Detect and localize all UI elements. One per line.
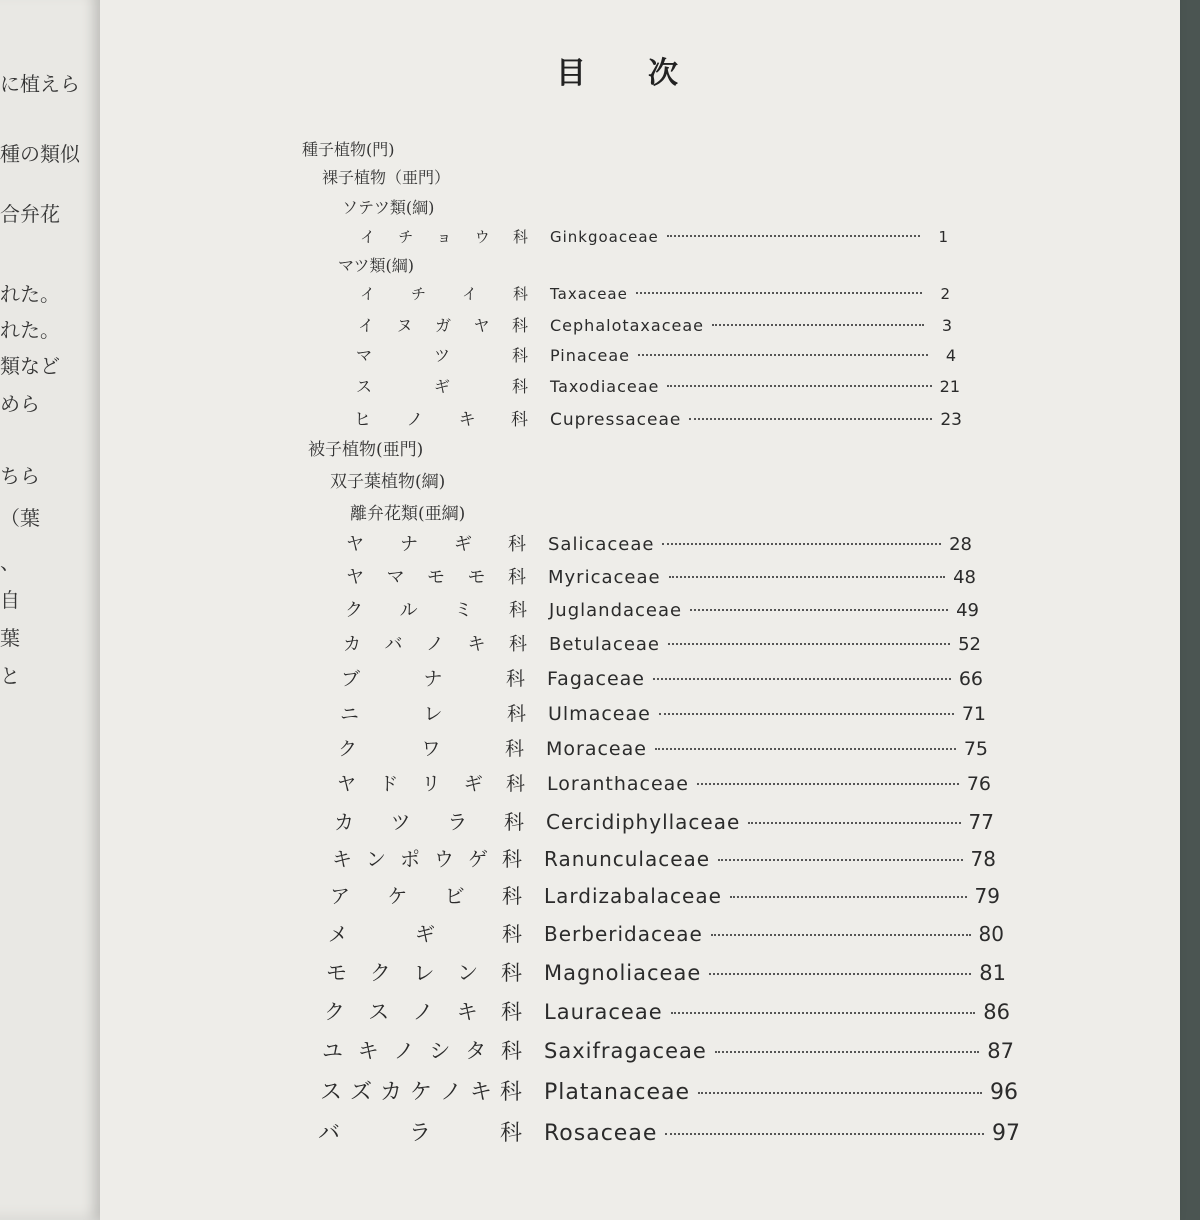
jp-char: 科 bbox=[502, 922, 522, 946]
left-text-line: 類など bbox=[0, 354, 60, 378]
jp-char: 科 bbox=[508, 534, 526, 555]
left-text-line: 葉 bbox=[0, 626, 20, 650]
dot-leader bbox=[712, 324, 924, 326]
toc-entry bbox=[345, 596, 979, 622]
page-number: 78 bbox=[970, 847, 996, 871]
jp-char: ン bbox=[366, 847, 386, 871]
dot-leader bbox=[730, 896, 967, 898]
toc-heading: 双子葉植物(綱) bbox=[330, 472, 446, 492]
dot-leader bbox=[715, 1051, 979, 1053]
jp-char: ラ bbox=[408, 1121, 431, 1146]
jp-char: ヌ bbox=[396, 316, 413, 335]
family-name-latin: Betulaceae bbox=[549, 634, 660, 655]
toc-entry bbox=[326, 957, 1006, 987]
family-name-jp bbox=[356, 374, 528, 397]
family-name-latin: Fagaceae bbox=[547, 668, 645, 690]
page-number: 2 bbox=[940, 285, 950, 303]
toc-entry bbox=[343, 630, 981, 656]
jp-char: レ bbox=[423, 703, 443, 725]
jp-char: ド bbox=[379, 773, 399, 795]
family-name-jp bbox=[356, 343, 528, 366]
jp-char: 科 bbox=[505, 773, 525, 795]
jp-char: 科 bbox=[501, 1000, 522, 1024]
left-text-line: 合弁花 bbox=[0, 202, 60, 226]
left-text-line: に植えら bbox=[0, 72, 80, 96]
jp-char: 科 bbox=[503, 810, 524, 834]
page-number: 87 bbox=[987, 1039, 1014, 1063]
jp-char: 科 bbox=[511, 346, 528, 365]
family-name-jp bbox=[337, 769, 525, 796]
jp-char: ウ bbox=[434, 847, 454, 871]
jp-char: ガ bbox=[434, 316, 451, 335]
left-text-line: 自 bbox=[0, 588, 20, 612]
page-number: 86 bbox=[983, 1000, 1010, 1024]
family-name-latin: Berberidaceae bbox=[544, 922, 703, 946]
toc-entry bbox=[341, 664, 983, 691]
toc-entry bbox=[346, 530, 972, 556]
dot-leader bbox=[667, 235, 920, 237]
jp-char: 科 bbox=[499, 1080, 522, 1105]
jp-char: キ bbox=[458, 410, 476, 430]
family-name-latin: Taxaceae bbox=[550, 285, 628, 303]
dot-leader bbox=[668, 643, 950, 645]
jp-char: モ bbox=[427, 567, 445, 588]
left-text-line: 、 bbox=[0, 550, 20, 574]
jp-char: 科 bbox=[500, 1039, 522, 1063]
jp-char: ツ bbox=[433, 346, 450, 365]
family-name-jp bbox=[338, 734, 524, 761]
jp-char: タ bbox=[465, 1039, 487, 1063]
family-name-jp bbox=[360, 226, 528, 247]
jp-char: ヒ bbox=[354, 410, 371, 430]
jp-char: レ bbox=[413, 961, 435, 985]
jp-char: ブ bbox=[341, 668, 361, 690]
page-number: 77 bbox=[968, 810, 994, 834]
jp-char: ギ bbox=[463, 773, 483, 795]
toc-entry bbox=[328, 918, 1004, 947]
family-name-latin: Juglandaceae bbox=[549, 600, 683, 621]
family-name-jp bbox=[326, 957, 522, 987]
family-name-latin: Rosaceae bbox=[544, 1121, 658, 1146]
jp-char: ゲ bbox=[468, 847, 488, 871]
jp-char: 科 bbox=[499, 1121, 522, 1146]
jp-char: キ bbox=[467, 634, 486, 655]
page-number: 49 bbox=[956, 600, 979, 621]
dot-leader bbox=[636, 292, 922, 294]
jp-char: ノ bbox=[393, 1039, 415, 1063]
jp-char: ア bbox=[330, 884, 350, 908]
jp-char: ク bbox=[338, 738, 358, 760]
jp-char: ウ bbox=[474, 228, 490, 246]
dot-leader bbox=[671, 1012, 976, 1014]
jp-char: イ bbox=[461, 285, 477, 303]
page-number: 80 bbox=[978, 922, 1004, 946]
jp-char: 科 bbox=[501, 961, 522, 985]
jp-char: メ bbox=[328, 922, 348, 946]
family-name-jp bbox=[324, 996, 522, 1026]
left-text-line: れた。 bbox=[0, 318, 60, 342]
family-name-jp bbox=[346, 563, 526, 589]
family-name-latin: Loranthaceae bbox=[547, 773, 689, 795]
family-name-latin: Salicaceae bbox=[548, 534, 655, 555]
family-name-latin: Ulmaceae bbox=[548, 703, 651, 725]
left-text-line: めら bbox=[0, 392, 40, 416]
jp-char: シ bbox=[429, 1039, 451, 1063]
dot-leader bbox=[690, 609, 948, 611]
toc-heading: 被子植物(亜門) bbox=[308, 440, 424, 460]
jp-char: 科 bbox=[511, 316, 528, 335]
dot-leader bbox=[667, 385, 931, 387]
jp-char: 科 bbox=[512, 228, 528, 246]
page-number: 81 bbox=[979, 961, 1006, 985]
toc-entry bbox=[360, 283, 950, 304]
jp-char: 科 bbox=[504, 738, 524, 760]
family-name-latin: Cephalotaxaceae bbox=[550, 316, 704, 335]
family-name-latin: Cupressaceae bbox=[550, 410, 682, 430]
toc-entry bbox=[320, 1075, 1018, 1106]
jp-char: チ bbox=[410, 285, 426, 303]
jp-char: ラ bbox=[447, 810, 468, 834]
dot-leader bbox=[669, 576, 946, 578]
page-number: 76 bbox=[966, 773, 991, 795]
family-name-latin: Moraceae bbox=[546, 738, 647, 760]
jp-char: ユ bbox=[322, 1039, 343, 1063]
toc-entry bbox=[346, 563, 976, 589]
page-title: 目次 bbox=[556, 56, 740, 91]
page-number: 1 bbox=[938, 228, 948, 246]
jp-char: カ bbox=[334, 810, 354, 834]
jp-char: ヤ bbox=[346, 534, 364, 555]
dot-leader bbox=[709, 973, 971, 975]
jp-char: 科 bbox=[506, 703, 526, 725]
page-number: 23 bbox=[940, 410, 962, 430]
jp-char: バ bbox=[318, 1121, 341, 1146]
dot-leader bbox=[718, 859, 962, 861]
jp-char: ヤ bbox=[346, 567, 364, 588]
family-name-jp bbox=[328, 918, 522, 947]
family-name-jp bbox=[354, 405, 528, 430]
family-name-latin: Magnoliaceae bbox=[544, 961, 702, 985]
jp-char: 科 bbox=[502, 847, 522, 871]
jp-char: キ bbox=[357, 1039, 379, 1063]
family-name-jp bbox=[358, 313, 528, 336]
jp-char: イ bbox=[358, 316, 375, 335]
family-name-jp bbox=[343, 630, 527, 656]
family-name-jp bbox=[345, 596, 527, 622]
dot-leader bbox=[638, 354, 928, 356]
dot-leader bbox=[655, 748, 956, 750]
jp-char: 科 bbox=[508, 567, 526, 588]
family-name-latin: Cercidiphyllaceae bbox=[546, 810, 741, 834]
jp-char: バ bbox=[384, 634, 403, 655]
jp-char: ズ bbox=[349, 1080, 372, 1105]
jp-char: ツ bbox=[390, 810, 411, 834]
family-name-latin: Taxodiaceae bbox=[550, 377, 660, 396]
page-number: 66 bbox=[958, 668, 983, 690]
toc-entry bbox=[356, 374, 960, 397]
family-name-jp bbox=[341, 664, 525, 691]
jp-char: カ bbox=[343, 634, 361, 655]
jp-char: ス bbox=[368, 1000, 390, 1024]
jp-char: マ bbox=[356, 346, 373, 365]
family-name-jp bbox=[346, 530, 526, 556]
toc-entry bbox=[338, 734, 988, 761]
toc-heading: ソテツ類(綱) bbox=[342, 198, 435, 217]
dot-leader bbox=[653, 678, 951, 680]
family-name-jp bbox=[318, 1116, 522, 1147]
jp-char: ク bbox=[369, 961, 391, 985]
toc-entry bbox=[332, 843, 996, 872]
jp-char: キ bbox=[456, 1000, 478, 1024]
dot-leader bbox=[711, 934, 971, 936]
page-number: 75 bbox=[963, 738, 988, 760]
toc-entry bbox=[358, 313, 952, 336]
jp-char: ナ bbox=[423, 668, 443, 690]
toc-entry bbox=[318, 1116, 1020, 1147]
dot-leader bbox=[697, 783, 959, 785]
jp-char: 科 bbox=[505, 668, 525, 690]
toc-heading: 離弁花類(亜綱) bbox=[350, 504, 466, 524]
dot-leader bbox=[698, 1092, 982, 1094]
jp-char: リ bbox=[421, 773, 441, 795]
jp-char: ン bbox=[457, 961, 479, 985]
page-number: 79 bbox=[974, 884, 1000, 908]
jp-char: ギ bbox=[454, 534, 472, 555]
jp-char: ギ bbox=[415, 922, 435, 946]
toc-entry bbox=[340, 699, 986, 726]
jp-char: 科 bbox=[512, 285, 528, 303]
family-name-jp bbox=[330, 880, 522, 909]
family-name-latin: Lardizabalaceae bbox=[544, 884, 722, 908]
jp-char: ナ bbox=[400, 534, 418, 555]
toc-entry bbox=[324, 996, 1010, 1026]
page-number: 4 bbox=[945, 346, 956, 365]
toc-heading: 種子植物(門) bbox=[302, 140, 395, 159]
jp-char: ス bbox=[320, 1080, 343, 1105]
family-name-latin: Ginkgoaceae bbox=[550, 228, 659, 246]
jp-char: ル bbox=[399, 600, 418, 621]
jp-char: ニ bbox=[340, 703, 360, 725]
page-number: 97 bbox=[992, 1121, 1020, 1146]
left-text-line: （葉 bbox=[0, 506, 40, 530]
page-number: 3 bbox=[941, 316, 952, 335]
jp-char: イ bbox=[360, 228, 376, 246]
family-name-latin: Myricaceae bbox=[548, 567, 661, 588]
jp-char: モ bbox=[326, 961, 347, 985]
family-name-latin: Lauraceae bbox=[544, 1000, 663, 1024]
dot-leader bbox=[665, 1133, 984, 1135]
toc-entry bbox=[356, 343, 956, 366]
jp-char: 科 bbox=[509, 634, 527, 655]
page-number: 71 bbox=[961, 703, 986, 725]
jp-char: ノ bbox=[426, 634, 444, 655]
page-number: 28 bbox=[949, 534, 972, 555]
jp-char: ス bbox=[356, 377, 373, 396]
jp-char: ポ bbox=[400, 847, 420, 871]
dot-leader bbox=[748, 822, 960, 824]
toc-heading: マツ類(綱) bbox=[338, 256, 415, 275]
left-text-line: と bbox=[0, 664, 20, 688]
toc-heading: 裸子植物（亜門） bbox=[322, 168, 451, 187]
jp-char: 科 bbox=[501, 884, 522, 908]
family-name-latin: Platanaceae bbox=[544, 1080, 691, 1105]
family-name-jp bbox=[334, 806, 524, 835]
left-text-line: 種の類似 bbox=[0, 142, 80, 166]
jp-char: マ bbox=[386, 567, 405, 588]
family-name-latin: Saxifragaceae bbox=[544, 1039, 707, 1063]
toc-entry bbox=[360, 226, 948, 247]
jp-char: ギ bbox=[433, 377, 450, 396]
jp-char: 科 bbox=[511, 377, 528, 396]
toc-entry bbox=[337, 769, 991, 796]
family-name-jp bbox=[320, 1075, 522, 1106]
jp-char: 科 bbox=[508, 600, 527, 621]
jp-char: ヤ bbox=[473, 316, 490, 335]
jp-char: ケ bbox=[409, 1080, 432, 1105]
family-name-jp bbox=[332, 843, 522, 872]
page-number: 48 bbox=[953, 567, 976, 588]
jp-char: チ bbox=[398, 228, 414, 246]
jp-char: キ bbox=[332, 847, 352, 871]
jp-char: ワ bbox=[421, 738, 441, 760]
toc-entry bbox=[330, 880, 1000, 909]
jp-char: カ bbox=[379, 1080, 402, 1105]
page-number: 52 bbox=[958, 634, 981, 655]
left-text-line: れた。 bbox=[0, 282, 60, 306]
toc-entry bbox=[334, 806, 994, 835]
jp-char: ヤ bbox=[337, 773, 357, 795]
family-name-latin: Ranunculaceae bbox=[544, 847, 711, 871]
left-text-line: ちら bbox=[0, 464, 40, 488]
dot-leader bbox=[659, 713, 954, 715]
page-number: 21 bbox=[939, 377, 960, 396]
family-name-latin: Pinaceae bbox=[550, 346, 630, 365]
toc-entry bbox=[354, 405, 962, 430]
jp-char: モ bbox=[467, 567, 486, 588]
toc-entry bbox=[322, 1035, 1014, 1065]
family-name-jp bbox=[360, 283, 528, 304]
jp-char: ノ bbox=[439, 1080, 462, 1105]
dot-leader bbox=[662, 543, 941, 545]
jp-char: ク bbox=[345, 600, 363, 621]
jp-char: ノ bbox=[412, 1000, 434, 1024]
jp-char: ク bbox=[324, 1000, 345, 1024]
jp-char: ケ bbox=[387, 884, 408, 908]
jp-char: ビ bbox=[444, 884, 465, 908]
family-name-jp bbox=[340, 699, 526, 726]
jp-char: ョ bbox=[436, 228, 452, 246]
jp-char: ミ bbox=[454, 600, 473, 621]
dot-leader bbox=[689, 418, 932, 420]
page-number: 96 bbox=[990, 1080, 1018, 1105]
jp-char: イ bbox=[360, 285, 376, 303]
jp-char: キ bbox=[469, 1080, 492, 1105]
family-name-jp bbox=[322, 1035, 522, 1065]
jp-char: ノ bbox=[406, 410, 424, 430]
jp-char: 科 bbox=[510, 410, 528, 430]
